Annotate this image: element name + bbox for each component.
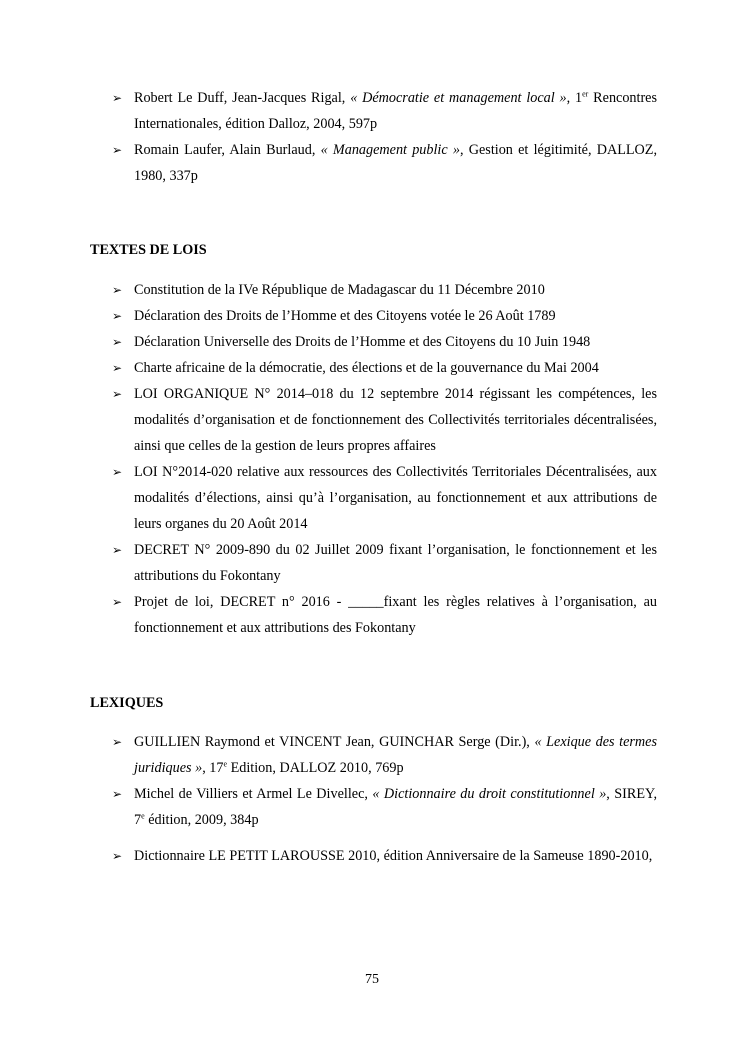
arrow-bullet-icon: ➢ xyxy=(112,143,123,157)
ref-title: « Démocratie et management local » xyxy=(350,90,567,106)
list-item-text: LOI ORGANIQUE N° 2014–018 du 12 septembre 2014 régissant les compétences, les modalités d’organisation et de fonctionnement des Collectivités territoriales décentralisées, ainsi que celles de la gestion de leurs propres affaires xyxy=(134,386,657,454)
list-item xyxy=(112,459,657,537)
list-item xyxy=(112,355,657,381)
ref-authors: Robert Le Duff, Jean-Jacques Rigal, xyxy=(134,90,351,106)
list-item xyxy=(112,277,657,303)
arrow-bullet-icon: ➢ xyxy=(112,361,123,375)
list-item xyxy=(112,303,657,329)
list-item xyxy=(112,85,657,137)
lexiques-list xyxy=(112,729,657,869)
list-item-text: Déclaration Universelle des Droits de l’Homme et des Citoyens du 10 Juin 1948 xyxy=(134,334,591,350)
laws-list xyxy=(112,277,657,641)
ref-title: « Dictionnaire du droit constitutionnel » xyxy=(372,786,607,802)
ref-rest: , Gestion et légitimité, DALLOZ, 1980, 337p xyxy=(134,142,658,184)
arrow-bullet-icon: ➢ xyxy=(112,849,123,863)
arrow-bullet-icon: ➢ xyxy=(112,595,123,609)
arrow-bullet-icon: ➢ xyxy=(112,283,123,297)
ref-authors: Romain Laufer, Alain Burlaud, xyxy=(134,142,321,158)
list-item xyxy=(112,589,657,641)
arrow-bullet-icon: ➢ xyxy=(112,787,123,801)
list-item xyxy=(112,381,657,459)
page-number: 75 xyxy=(365,972,379,987)
list-item-text: Constitution de la IVe République de Madagascar du 11 Décembre 2010 xyxy=(134,282,545,298)
ref-authors: GUILLIEN Raymond et VINCENT Jean, GUINCHAR Serge (Dir.), xyxy=(134,734,535,750)
ref-sup: er xyxy=(582,89,589,99)
ref-rest: édition, 2009, 384p xyxy=(144,812,259,828)
list-item-text: LOI N°2014-020 relative aux ressources des Collectivités Territoriales Décentralisées, aux modalités d’élections, ainsi qu’à l’organisation, au fonctionnement et aux attributions de leurs organes du 20 Août 2014 xyxy=(134,464,657,532)
ref-title: « Lexique des termes juridiques » xyxy=(134,734,657,776)
section-heading-lexiques: LEXIQUES xyxy=(90,695,164,711)
list-item-text: Projet de loi, DECRET n° 2016 - _____fixant les règles relatives à l’organisation, au fonctionnement et aux attributions des Fokontany xyxy=(134,594,657,636)
arrow-bullet-icon: ➢ xyxy=(112,309,123,323)
list-item xyxy=(112,843,657,869)
list-item xyxy=(112,329,657,355)
list-item-text: Charte africaine de la démocratie, des élections et de la gouvernance du Mai 2004 xyxy=(134,360,599,376)
section-heading-laws: TEXTES DE LOIS xyxy=(90,242,207,258)
ref-rest: Rencontres Internationales, édition Dalloz, 2004, 597p xyxy=(134,90,658,132)
list-item xyxy=(112,729,657,781)
list-item-text: Déclaration des Droits de l’Homme et des Citoyens votée le 26 Août 1789 xyxy=(134,308,556,324)
ref-mid: , SIREY, 7 xyxy=(134,786,657,828)
ref-mid: , 17 xyxy=(202,760,224,776)
ref-title: « Management public » xyxy=(320,142,460,158)
list-item xyxy=(112,781,657,833)
ref-authors: Michel de Villiers et Armel Le Divellec, xyxy=(134,786,373,802)
ref-mid: , 1 xyxy=(566,90,583,106)
ref-sup: e xyxy=(223,759,228,769)
list-item-text: DECRET N° 2009-890 du 02 Juillet 2009 fixant l’organisation, le fonctionnement et les attributions du Fokontany xyxy=(134,542,657,584)
list-item xyxy=(112,137,657,189)
arrow-bullet-icon: ➢ xyxy=(112,335,123,349)
arrow-bullet-icon: ➢ xyxy=(112,465,123,479)
arrow-bullet-icon: ➢ xyxy=(112,543,123,557)
reference-list-top xyxy=(112,85,657,189)
arrow-bullet-icon: ➢ xyxy=(112,387,123,401)
list-item xyxy=(112,537,657,589)
ref-sup: e xyxy=(141,811,145,821)
arrow-bullet-icon: ➢ xyxy=(112,735,123,749)
arrow-bullet-icon: ➢ xyxy=(112,91,123,105)
list-item-text: Dictionnaire LE PETIT LAROUSSE 2010, édition Anniversaire de la Sameuse 1890-2010, xyxy=(134,848,653,864)
ref-rest: Edition, DALLOZ 2010, 769p xyxy=(227,760,404,776)
